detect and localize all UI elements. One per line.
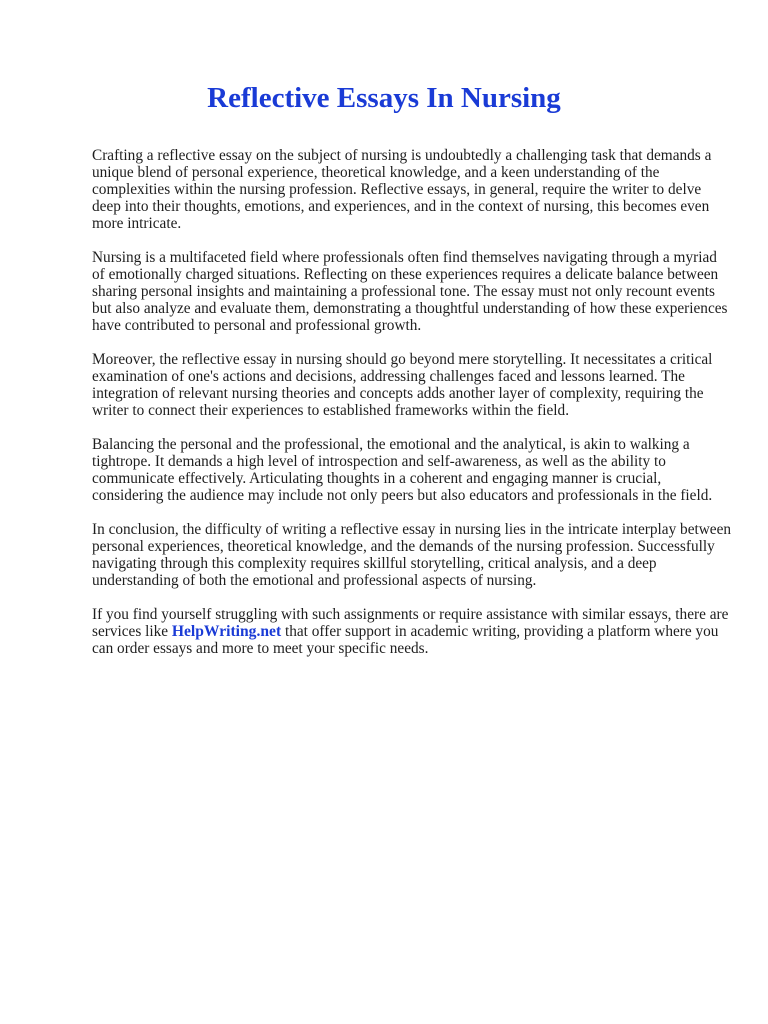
closing-text-after: that offer support in academic writing, providing a platform where you can order essays and more to meet your specific needs. — [92, 623, 719, 657]
closing-text-before: If you find yourself struggling with such assignments or require assistance with similar essays, there are services like — [92, 606, 729, 640]
paragraph-1: Crafting a reflective essay on the subject of nursing is undoubtedly a challenging task that demands a unique blend of personal experience, theoretical knowledge, and a keen understanding of the complexities within the nursing profession. Reflective essays, in general, require the writer to delve deep into their thoughts, emotions, and experiences, and in the context of nursing, this becomes even more intricate. — [92, 147, 712, 232]
essay-body — [92, 147, 732, 674]
page-title: Reflective Essays In Nursing — [207, 82, 561, 114]
paragraph-4: Balancing the personal and the professional, the emotional and the analytical, is akin to walking a tightrope. It demands a high level of introspection and self-awareness, as well as the ability to communicate effectively. Articulating thoughts in a coherent and engaging manner is crucial, considering the audience may include not only peers but also educators and professionals in the field. — [92, 436, 713, 504]
closing-paragraph — [92, 606, 732, 657]
paragraph-3: Moreover, the reflective essay in nursing should go beyond mere storytelling. It necessitates a critical examination of one's actions and decisions, addressing challenges faced and lessons learned. The integration of relevant nursing theories and concepts adds another layer of complexity, requiring the writer to connect their experiences to established frameworks within the field. — [92, 351, 713, 419]
paragraph-5: In conclusion, the difficulty of writing a reflective essay in nursing lies in the intricate interplay between personal experiences, theoretical knowledge, and the demands of the nursing profession. Successfully navigating through this complexity requires skillful storytelling, critical analysis, and a deep understanding of both the emotional and professional aspects of nursing. — [92, 521, 732, 589]
helpwriting-link[interactable]: HelpWriting.net — [171, 623, 282, 640]
paragraph-2: Nursing is a multifaceted field where professionals often find themselves navigating through a myriad of emotionally charged situations. Reflecting on these experiences requires a delicate balance between sharing personal insights and maintaining a professional tone. The essay must not only recount events but also analyze and evaluate them, demonstrating a thoughtful understanding of how these experiences have contributed to personal and professional growth. — [92, 249, 728, 334]
